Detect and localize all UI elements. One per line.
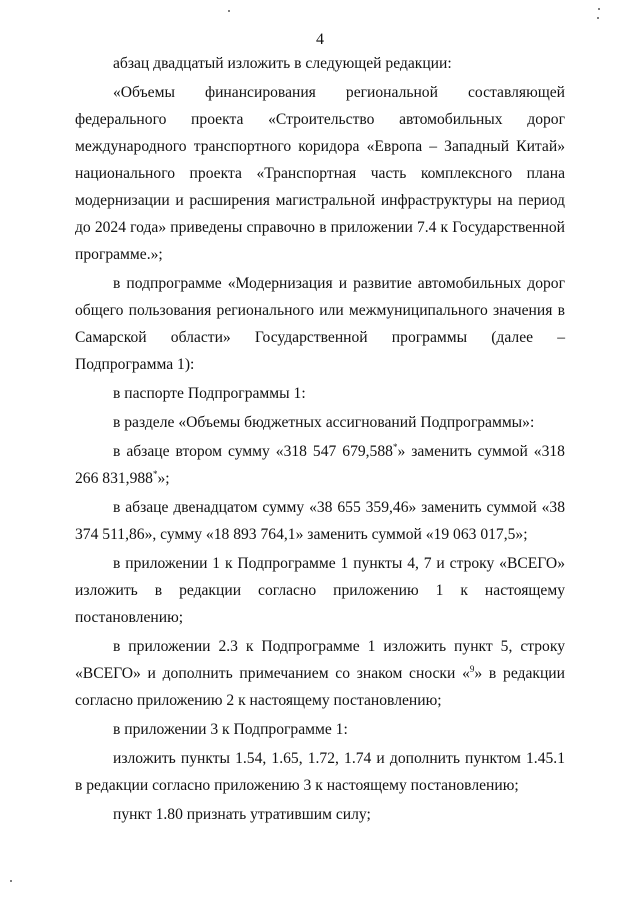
paragraph-9-appendix-2-3: в приложении 2.3 к Подпрограмме 1 изложить пункт 5, строку «ВСЕГО» и дополнить примечанием со знаком сноски «$^9$» в редакции согласно приложению 2 к настоящему постановлению;: [75, 638, 565, 709]
scan-speck: [598, 8, 600, 10]
paragraph-11-items: изложить пункты 1.54, 1.65, 1.72, 1.74 и дополнить пунктом 1.45.1 в редакции согласно приложению 3 к настоящему постановлению;: [75, 750, 565, 794]
paragraph-10-appendix-3: в приложении 3 к Подпрограмме 1:: [113, 721, 348, 738]
scan-speck: [10, 880, 12, 882]
paragraph-6-amount: в абзаце втором сумму «318 547 679,588*» заменить суммой «318 266 831,988*»;: [75, 442, 565, 487]
page-number: 4: [316, 31, 324, 48]
footnote-mark: *: [152, 469, 158, 479]
paragraph-12-invalid: пункт 1.80 признать утратившим силу;: [113, 806, 371, 823]
footnote-mark: 9: [469, 664, 475, 674]
document-body: [75, 50, 565, 828]
paragraph-4-passport: в паспорте Подпрограммы 1:: [113, 385, 306, 402]
scan-speck: [597, 17, 599, 19]
footnote-mark: *: [392, 442, 398, 452]
paragraph-7-amounts: в абзаце двенадцатом сумму «38 655 359,46» заменить суммой «38 374 511,86», сумму «18 893 764,1» заменить суммой «19 063 017,5»;: [75, 499, 565, 543]
paragraph-5-section: в разделе «Объемы бюджетных ассигнований Подпрограммы»:: [113, 414, 535, 431]
paragraph-3-subprogram: в подпрограмме «Модернизация и развитие автомобильных дорог общего пользования регионального или межмуниципального значения в Самарской области» Государственной программы (далее – Подпрограмма 1):: [75, 275, 565, 373]
paragraph-2-quote: «Объемы финансирования региональной составляющей федерального проекта «Строительство автомобильных дорог международного транспортного коридора «Европа – Западный Китай» национального проекта «Транспортная часть комплексного плана модернизации и расширения магистральной инфраструктуры на период до 2024 года» приведены справочно в приложении 7.4 к Государственной программе.»;: [75, 84, 565, 263]
paragraph-8-appendix-1: в приложении 1 к Подпрограмме 1 пункты 4, 7 и строку «ВСЕГО» изложить в редакции согласно приложению 1 к настоящему постановлению;: [75, 555, 565, 626]
scan-speck: [228, 10, 230, 12]
paragraph-1: абзац двадцатый изложить в следующей редакции:: [113, 55, 452, 72]
